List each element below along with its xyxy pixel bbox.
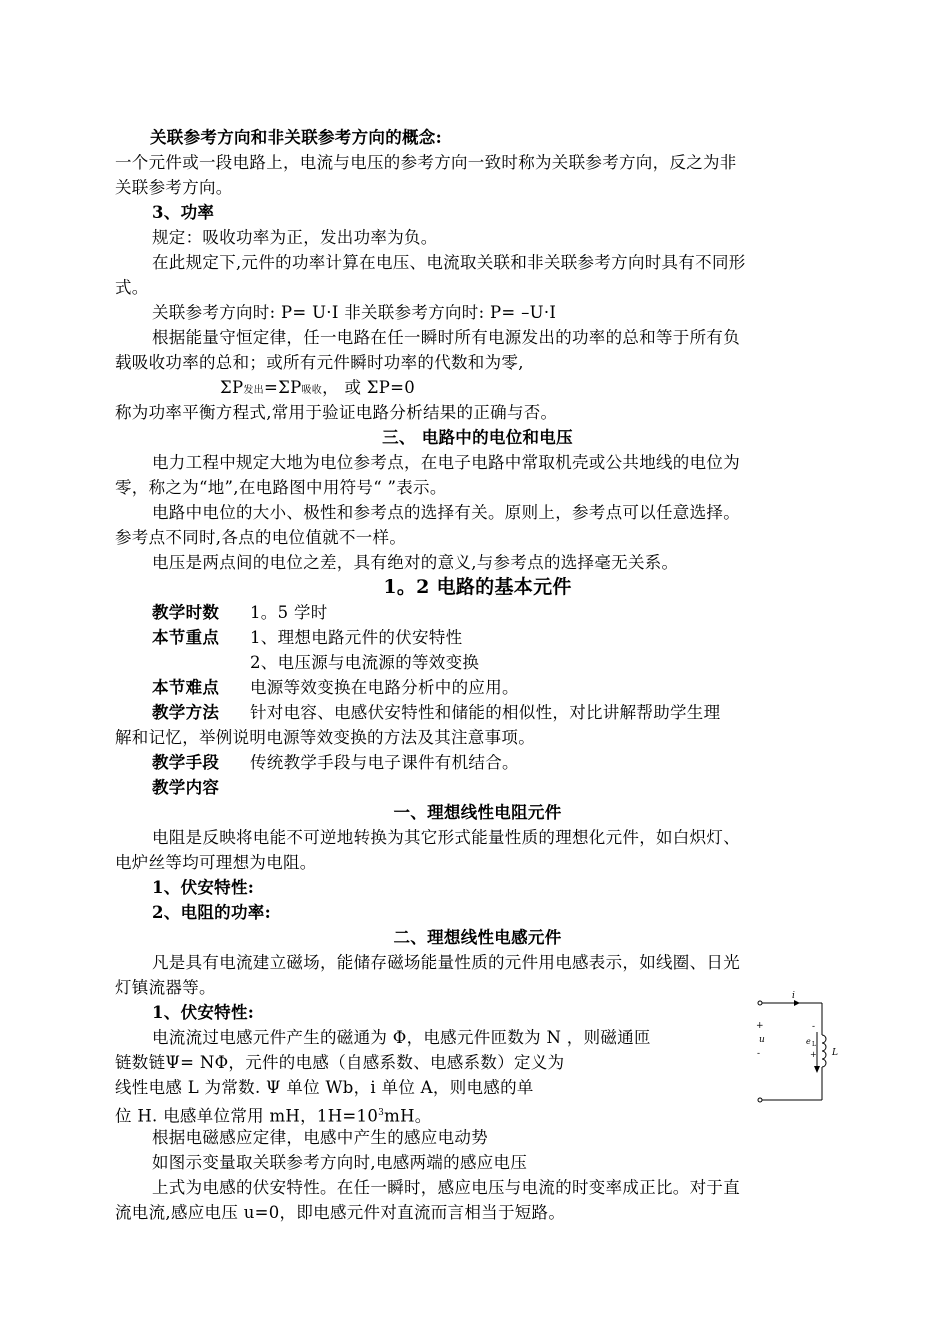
key-points: 本节重点 1、理想电路元件的伏安特性 [152,628,463,647]
inductor-coil-icon [822,1035,826,1067]
label-e: e [806,1037,811,1046]
teaching-means: 教学手段 传统教学手段与电子课件有机结合。 [152,753,519,772]
paragraph: 参考点不同时,各点的电位值就不一样。 [115,528,407,547]
label-minus-2: - [812,1022,816,1032]
teaching-hours: 教学时数 1。5 学时 [152,603,328,622]
difficulty: 本节难点 电源等效变换在电路分析中的应用。 [152,678,519,697]
label-e-sub: L [812,1041,816,1048]
teaching-method-cont: 解和记忆，举例说明电源等效变换的方法及其注意事项。 [115,728,535,747]
paragraph: 上式为电感的伏安特性。在任一瞬时，感应电压与电流的时变率成正比。对于直 [152,1178,740,1197]
subheading-power: 3、功率 [152,203,215,222]
paragraph: 载吸收功率的总和；或所有元件瞬时功率的代数和为零, [115,353,524,372]
paragraph: 根据电磁感应定律，电感中产生的感应电动势 [152,1128,488,1147]
paragraph: 灯镇流器等。 [115,978,216,997]
power-formula: 关联参考方向时: P= U·I 非关联参考方向时: P= –U·I [152,303,557,322]
power-balance-equation: ΣP发出=ΣP吸收， 或 ΣP=0 [220,378,416,397]
paragraph: 式。 [115,278,149,297]
heading-inductor: 二、理想线性电感元件 [393,928,562,947]
paragraph: 电路中电位的大小、极性和参考点的选择有关。原则上，参考点可以任意选择。 [152,503,740,522]
concept-heading: 关联参考方向和非关联参考方向的概念: [150,128,442,147]
inductor-circuit-diagram [750,987,850,1107]
teaching-content-label: 教学内容 [152,778,220,797]
paragraph: 电力工程中规定大地为电位参考点，在电子电路中常取机壳或公共地线的电位为 [152,453,740,472]
paragraph: 链数链Ψ= NΦ，元件的电感（自感系数、电感系数）定义为 [115,1053,565,1072]
paragraph: 电炉丝等均可理想为电阻。 [115,853,317,872]
paragraph: 电流流过电感元件产生的磁通为 Φ，电感元件匝数为 N ，则磁通匝 [152,1028,651,1047]
paragraph: 线性电感 L 为常数. Ψ 单位 Wb，i 单位 A，则电感的单 [115,1078,534,1097]
paragraph: 规定：吸收功率为正，发出功率为负。 [152,228,438,247]
paragraph: 根据能量守恒定律，任一电路在任一瞬时所有电源发出的功率的总和等于所有负 [152,328,740,347]
current-arrow-icon [794,1000,800,1006]
label-i: i [792,991,795,1001]
section-title: 1。2 电路的基本元件 [383,576,572,598]
inductor-vi: 1、伏安特性: [152,1003,255,1022]
paragraph: 称为功率平衡方程式,常用于验证电路分析结果的正确与否。 [115,403,558,422]
paragraph: 凡是具有电流建立磁场，能储存磁场能量性质的元件用电感表示，如线圈、日光 [152,953,740,972]
paragraph: 零，称之为“地”,在电路图中用符号“ ”表示。 [115,478,447,497]
label-plus-2: + [810,1050,817,1059]
paragraph: 位 H. 电感单位常用 mH，$1H=10^3mH$。 [115,1106,432,1126]
emf-arrow-icon [814,1066,820,1073]
key-points-2: 2、电压源与电流源的等效变换 [250,653,480,672]
paragraph: 在此规定下,元件的功率计算在电压、电流取关联和非关联参考方向时具有不同形 [152,253,746,272]
paragraph: 一个元件或一段电路上，电流与电压的参考方向一致时称为关联参考方向，反之为非 [115,153,737,172]
paragraph: 电阻是反映将电能不可逆地转换为其它形式能量性质的理想化元件，如白炽灯、 [152,828,740,847]
resistor-power: 2、电阻的功率: [152,903,271,922]
heading-resistor: 一、理想线性电阻元件 [393,803,562,822]
label-L: L [832,1048,838,1058]
label-plus: + [756,1021,764,1031]
label-minus: - [757,1049,761,1059]
resistor-vi: 1、伏安特性: [152,878,255,897]
paragraph: 关联参考方向。 [115,178,233,197]
teaching-method: 教学方法 针对电容、电感伏安特性和储能的相似性，对比讲解帮助学生理 [152,703,721,722]
paragraph: 流电流,感应电压 u=0，即电感元件对直流而言相当于短路。 [115,1203,566,1222]
paragraph: 电压是两点间的电位之差，具有绝对的意义,与参考点的选择毫无关系。 [152,553,679,572]
paragraph: 如图示变量取关联参考方向时,电感两端的感应电压 [152,1153,528,1172]
section-heading-potential: 三、 电路中的电位和电压 [382,428,573,447]
label-u: u [759,1035,765,1045]
